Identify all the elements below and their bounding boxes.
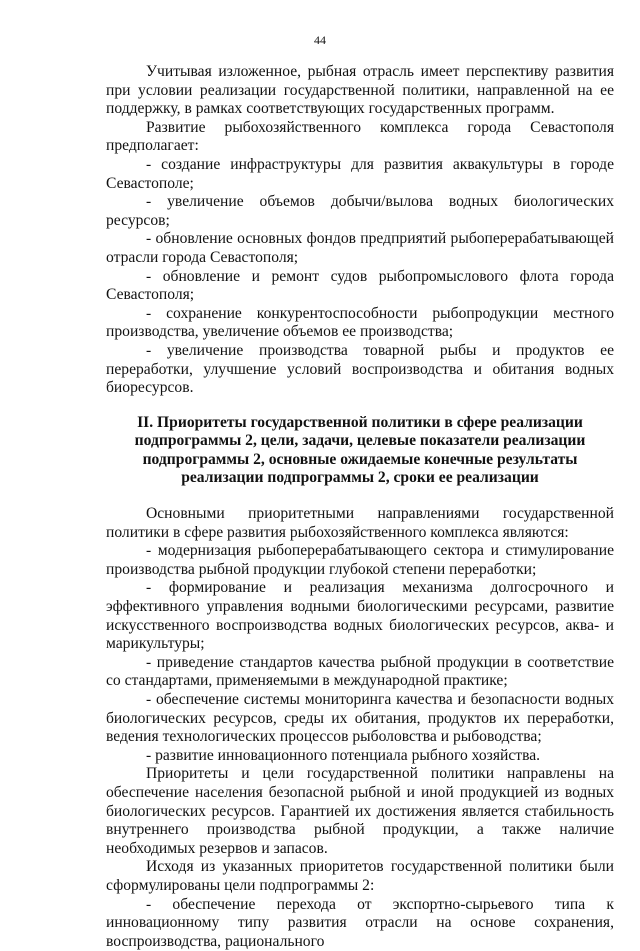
list-item: - увеличение объемов добычи/вылова водных биологических ресурсов; [106, 193, 614, 229]
list-item: - обеспечение системы мониторинга качества и безопасности водных биологических ресурсов, среды их обитания, продуктов их переработки, ведения технологических процессов рыболовства и рыбоводства; [106, 691, 614, 746]
list-item: - сохранение конкурентоспособности рыбопродукции местного производства, увеличение объемов ее производства; [106, 304, 614, 341]
list-item: - увеличение производства товарной рыбы и продуктов ее переработки, улучшение условий воспроизводства и обитания водных биоресурсов. [106, 341, 614, 397]
list-item: - обновление основных фондов предприятий рыбоперерабатывающей отрасли города Севастополя; [106, 230, 614, 266]
paragraph-development: Развитие рыбохозяйственного комплекса города Севастополя предполагает: [106, 118, 614, 155]
list-item: - обеспечение перехода от экспортно-сырьевого типа к инновационному типу развития отрасли на основе сохранения, воспроизводства, рационального [106, 895, 614, 950]
page-number: 44 [314, 33, 326, 47]
list-item: - модернизация рыбоперерабатывающего сектора и стимулирование производства рыбной продукции глубокой степени переработки; [106, 542, 614, 578]
list-item: - развитие инновационного потенциала рыбного хозяйства. [146, 746, 541, 764]
paragraph-priorities: Основными приоритетными направлениями государственной политики в сфере развития рыбохозяйственного комплекса являются: [106, 505, 614, 541]
section-heading: II. Приоритеты государственной политики в сфере реализации подпрограммы 2, цели, задачи, целевые показатели реализации подпрограммы 2, основные ожидаемые конечные результаты реализации подпрограммы 2, сроки ее реализации [134, 413, 586, 487]
paragraph-goals: Приоритеты и цели государственной политики направлены на обеспечение населения безопасной рыбной и иной продукцией из водных биологических ресурсов. Гарантией их достижения является стабильность внутреннего производства рыбной продукции, а также наличие необходимых резервов и запасов. [106, 765, 614, 857]
document-body [106, 63, 614, 951]
list-item: - формирование и реализация механизма долгосрочного и эффективного управления водными биологическими ресурсами, развитие искусственного воспроизводства водных биологических ресурсов, аква- и марикультуры; [106, 579, 614, 653]
list-item: - приведение стандартов качества рыбной продукции в соответствие со стандартами, применяемыми в международной практике; [106, 653, 614, 690]
list-item: - обновление и ремонт судов рыбопромыслового флота города Севастополя; [106, 267, 614, 304]
list-item: - создание инфраструктуры для развития аквакультуры в городе Севастополе; [106, 155, 614, 192]
paragraph-intro: Учитывая изложенное, рыбная отрасль имеет перспективу развития при условии реализации государственной политики, направленной на ее поддержку, в рамках соответствующих государственных программ. [106, 63, 614, 118]
paragraph-goals-intro: Исходя из указанных приоритетов государственной политики были сформулированы цели подпрограммы 2: [106, 858, 614, 894]
